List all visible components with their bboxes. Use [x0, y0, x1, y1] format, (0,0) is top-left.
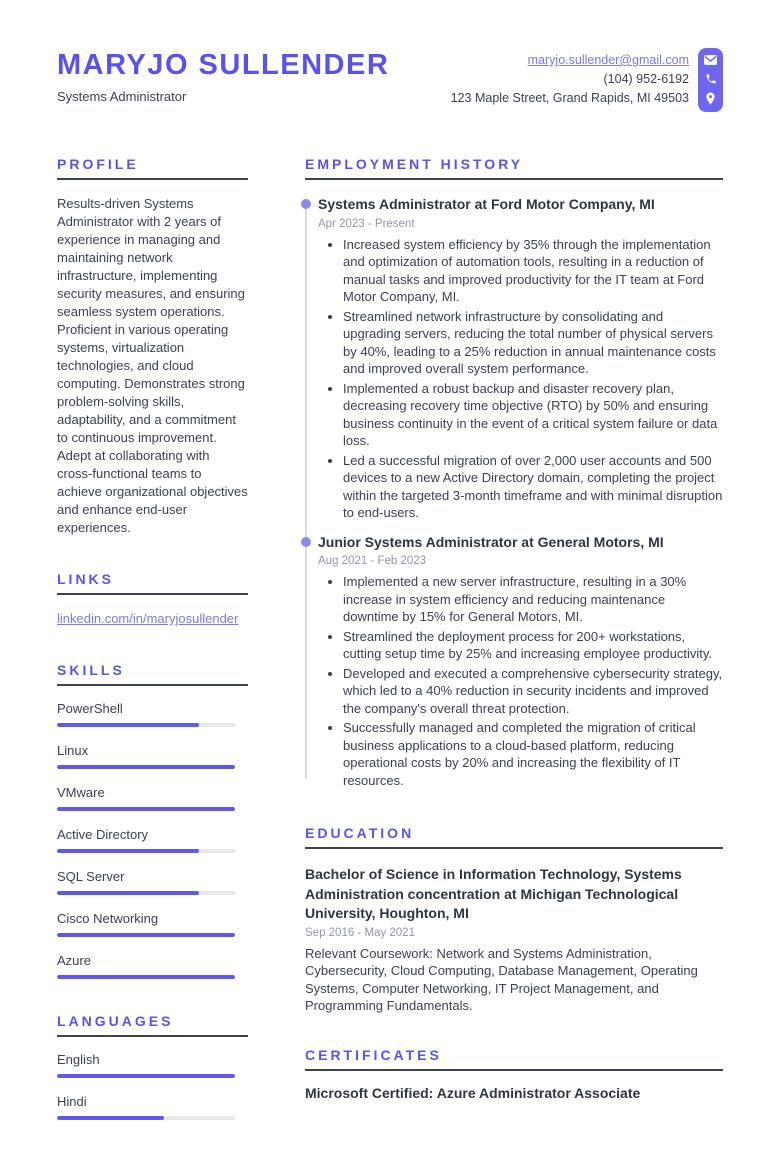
left-column	[57, 156, 248, 1154]
skill-bar-track	[57, 849, 235, 853]
timeline-dot	[301, 537, 311, 547]
timeline-dot	[301, 199, 311, 209]
header	[0, 0, 768, 112]
job-bullets	[318, 236, 723, 522]
skill-bar-fill	[57, 723, 199, 727]
skills-heading: SKILLS	[57, 662, 248, 686]
language-name: English	[57, 1052, 100, 1067]
language-item	[57, 1094, 248, 1120]
skill-item	[57, 785, 248, 811]
skill-name: Active Directory	[57, 827, 149, 842]
language-bar-track	[57, 1116, 235, 1120]
employment-heading: EMPLOYMENT HISTORY	[305, 156, 723, 180]
header-identity	[57, 48, 451, 104]
skill-name: Linux	[57, 743, 89, 758]
bullet-item: • Developed and executed a comprehensive cybersecurity strategy, which led to a 40% reduction in security incidents and improved the company's overall threat protection.	[343, 665, 723, 718]
content-columns	[0, 156, 768, 1154]
bullet-item: • Implemented a new server infrastructure, resulting in a 30% increase in system efficiency and reducing maintenance downtime by 15% for General Motors, MI.	[343, 573, 723, 626]
certificates-heading: CERTIFICATES	[305, 1047, 723, 1071]
language-name: Hindi	[57, 1094, 87, 1109]
skill-name: PowerShell	[57, 701, 123, 716]
phone-icon	[705, 73, 717, 85]
skill-item	[57, 743, 248, 769]
section-links	[57, 571, 248, 628]
job-entry	[305, 533, 723, 790]
language-bar-fill	[57, 1116, 164, 1120]
skill-item	[57, 911, 248, 937]
linkedin-link[interactable]: linkedin.com/in/maryjosullender	[57, 611, 239, 626]
education-dates: Sep 2016 - May 2021	[305, 926, 415, 939]
education-description: Relevant Coursework: Network and Systems Administration, Cybersecurity, Cloud Computing, Database Management, Operating Systems, Computer Networking, IT Project Management, and Programming Fundamentals.	[305, 945, 698, 1013]
languages-heading: LANGUAGES	[57, 1013, 248, 1037]
bullet-item: • Successfully managed and completed the migration of critical business applications to a cloud-based platform, reducing operational costs by 20% and increasing the flexibility of IT resources.	[343, 719, 723, 789]
skill-bar-track	[57, 765, 235, 769]
skill-bar-fill	[57, 765, 235, 769]
section-certificates	[305, 1047, 723, 1101]
bullet-item: • Streamlined network infrastructure by consolidating and upgrading servers, reducing the total number of physical servers by 40%, leading to a 25% reduction in annual maintenance costs and improved overall system performance.	[343, 308, 723, 378]
skill-item	[57, 827, 248, 853]
bullet-item: • Implemented a robust backup and disaster recovery plan, decreasing recovery time objective (RTO) by 50% and ensuring business continuity in the event of a critical system failure or data loss.	[343, 380, 723, 450]
candidate-name: MARYJO SULLENDER	[57, 49, 390, 81]
contact-icon-bar	[698, 48, 723, 112]
email-link[interactable]: maryjo.sullender@gmail.com	[527, 53, 689, 67]
skill-bar-fill	[57, 891, 199, 895]
skill-item	[57, 869, 248, 895]
section-skills	[57, 662, 248, 979]
language-bar-fill	[57, 1074, 235, 1078]
skill-item	[57, 701, 248, 727]
bullet-item: • Led a successful migration of over 2,000 user accounts and 500 devices to a new Active Directory domain, completing the project within the targeted 3-month timeframe and with minimal disruption to end-users.	[343, 452, 723, 522]
section-employment-history	[305, 156, 723, 789]
language-item	[57, 1052, 248, 1078]
skill-name: Azure	[57, 953, 91, 968]
job-dates: Aug 2021 - Feb 2023	[318, 555, 427, 567]
job-bullets	[318, 573, 723, 789]
job-title: Junior Systems Administrator at General Motors, MI	[318, 533, 664, 550]
degree-title: Bachelor of Science in Information Technology, Systems Administration concentration at Michigan Technological University, Houghton, MI	[305, 866, 682, 921]
skill-bar-fill	[57, 807, 235, 811]
certificate-title: Microsoft Certified: Azure Administrator Associate	[305, 1084, 641, 1101]
education-heading: EDUCATION	[305, 825, 723, 849]
bullet-item: • Streamlined the deployment process for 200+ workstations, cutting setup time by 25% and increasing employee productivity.	[343, 628, 723, 663]
job-dates: Apr 2023 - Present	[318, 217, 415, 230]
candidate-job-title: Systems Administrator	[57, 89, 187, 104]
section-education	[305, 825, 723, 1015]
address: 123 Maple Street, Grand Rapids, MI 49503	[450, 91, 689, 105]
education-entry	[305, 865, 723, 1015]
job-entry	[305, 195, 723, 522]
profile-text: Results-driven Systems Administrator with 2 years of experience in managing and maintaining network infrastructure, implementing security measures, and ensuring seamless system operations. Proficient in various operating systems, virtualization technologies, and cloud computing. Demonstrates strong problem-solving skills, adaptability, and a commitment to continuous improvement. Adept at collaborating with cross-functional teams to achieve organizational objectives and enhance end-user experiences.	[57, 196, 248, 535]
skill-bar-track	[57, 933, 235, 937]
skill-bar-track	[57, 807, 235, 811]
skill-item	[57, 953, 248, 979]
employment-timeline	[305, 195, 723, 789]
skill-name: SQL Server	[57, 869, 125, 884]
phone-number: (104) 952-6192	[603, 72, 689, 86]
skill-bar-fill	[57, 975, 235, 979]
skill-bar-fill	[57, 849, 199, 853]
skill-name: Cisco Networking	[57, 911, 159, 926]
location-icon	[705, 92, 716, 105]
section-languages	[57, 1013, 248, 1120]
skill-bar-track	[57, 723, 235, 727]
skill-name: VMware	[57, 785, 105, 800]
email-icon	[704, 55, 717, 65]
bullet-item: • Increased system efficiency by 35% through the implementation and optimization of automation tools, resulting in a reduction of manual tasks and improved productivity for the IT team at Ford Motor Company, MI.	[343, 236, 723, 306]
section-profile	[57, 156, 248, 537]
skill-bar-fill	[57, 933, 235, 937]
job-title: Systems Administrator at Ford Motor Company, MI	[318, 196, 655, 212]
profile-heading: PROFILE	[57, 156, 248, 180]
links-heading: LINKS	[57, 571, 248, 595]
skill-bar-track	[57, 891, 235, 895]
contact-block	[451, 48, 689, 108]
language-bar-track	[57, 1074, 235, 1078]
right-column	[305, 156, 723, 1154]
skill-bar-track	[57, 975, 235, 979]
